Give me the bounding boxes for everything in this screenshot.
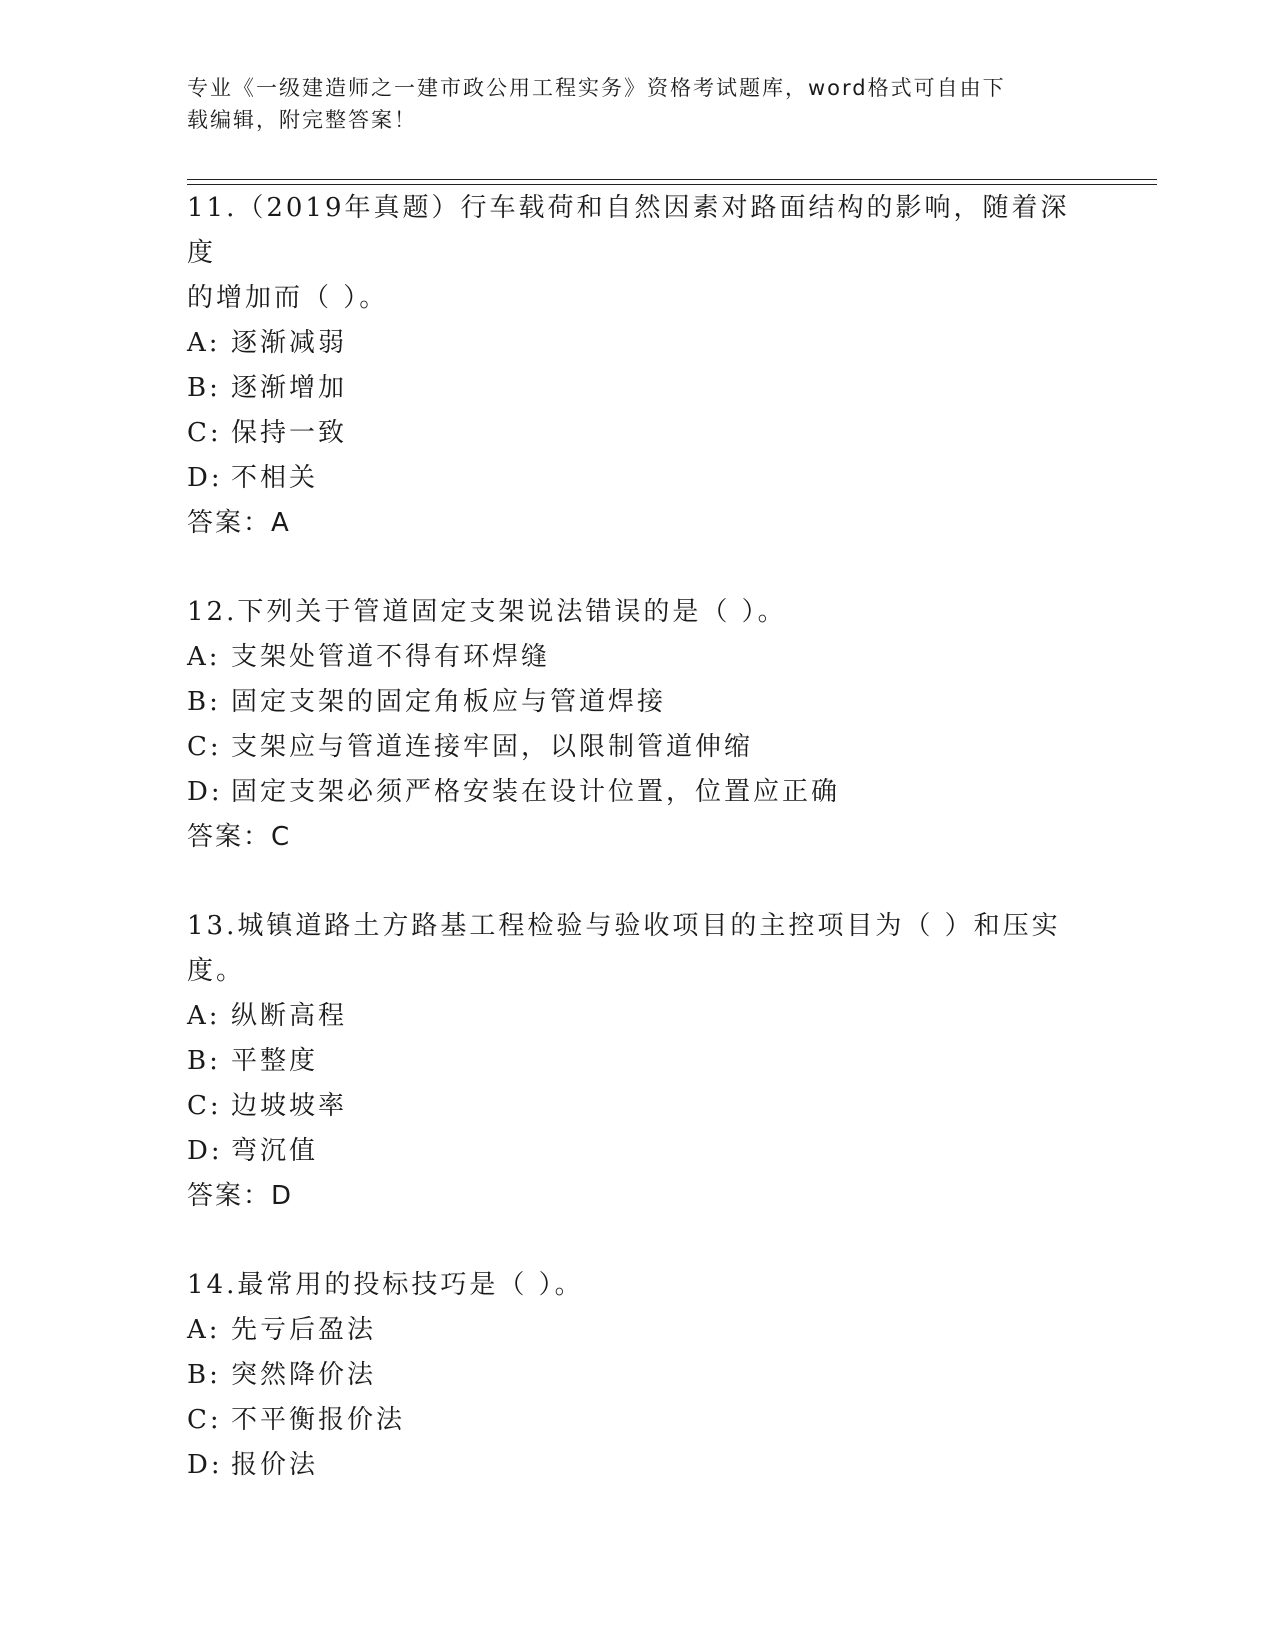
option-a — [187, 994, 1087, 1039]
option-text: 保持一致 — [231, 418, 348, 448]
option-d — [187, 456, 1087, 501]
option-c — [187, 725, 1087, 770]
answer-line: 答案：D — [187, 1181, 294, 1211]
option-d — [187, 770, 1087, 815]
option-letter: B: — [187, 1360, 221, 1390]
option-text: 固定支架必须严格安装在设计位置，位置应正确 — [231, 777, 841, 807]
option-text: 逐渐增加 — [231, 373, 348, 403]
option-c — [187, 1084, 1087, 1129]
option-text: 先亏后盈法 — [231, 1315, 377, 1345]
option-letter: C: — [187, 1091, 222, 1121]
option-b — [187, 680, 1087, 725]
option-text: 不平衡报价法 — [231, 1405, 406, 1435]
header-line-2: 载编辑，附完整答案！ — [187, 108, 417, 132]
option-letter: B: — [187, 1046, 221, 1076]
option-letter: D: — [187, 777, 223, 807]
option-d — [187, 1129, 1087, 1174]
option-c — [187, 411, 1087, 456]
answer-line: 答案：A — [187, 508, 291, 538]
option-text: 不相关 — [231, 463, 319, 493]
question-14 — [187, 1263, 1087, 1488]
question-text-continued: 度。 — [187, 956, 246, 986]
option-letter: B: — [187, 687, 221, 717]
option-text: 弯沉值 — [231, 1136, 319, 1166]
option-letter: A: — [187, 328, 221, 358]
header-divider — [187, 179, 1157, 185]
option-text: 纵断高程 — [231, 1001, 348, 1031]
option-text: 逐渐减弱 — [231, 328, 348, 358]
option-b — [187, 366, 1087, 411]
header-line-1: 专业《一级建造师之一建市政公用工程实务》资格考试题库，word格式可自由下 — [187, 76, 1006, 100]
option-text: 支架应与管道连接牢固，以限制管道伸缩 — [231, 732, 754, 762]
document-header — [187, 72, 1067, 136]
question-text: 11.（2019年真题）行车载荷和自然因素对路面结构的影响，随着深度 — [187, 193, 1070, 268]
option-letter: D: — [187, 1450, 223, 1480]
option-letter: A: — [187, 1315, 221, 1345]
option-letter: A: — [187, 1001, 221, 1031]
option-a — [187, 1308, 1087, 1353]
question-text: 13.城镇道路土方路基工程检验与验收项目的主控项目为（ ）和压实 — [187, 911, 1061, 941]
question-list — [187, 186, 1087, 1488]
option-d — [187, 1443, 1087, 1488]
option-b — [187, 1039, 1087, 1084]
option-text: 边坡坡率 — [231, 1091, 348, 1121]
question-11 — [187, 186, 1087, 546]
question-text: 12.下列关于管道固定支架说法错误的是（ ）。 — [187, 597, 787, 627]
option-letter: B: — [187, 373, 221, 403]
option-letter: A: — [187, 642, 221, 672]
option-text: 平整度 — [231, 1046, 319, 1076]
option-text: 突然降价法 — [231, 1360, 377, 1390]
option-letter: C: — [187, 732, 222, 762]
option-text: 支架处管道不得有环焊缝 — [231, 642, 551, 672]
option-text: 报价法 — [231, 1450, 319, 1480]
option-text: 固定支架的固定角板应与管道焊接 — [231, 687, 667, 717]
question-12 — [187, 590, 1087, 860]
option-b — [187, 1353, 1087, 1398]
option-a — [187, 635, 1087, 680]
option-letter: C: — [187, 1405, 222, 1435]
option-letter: D: — [187, 1136, 223, 1166]
option-letter: D: — [187, 463, 223, 493]
option-letter: C: — [187, 418, 222, 448]
option-a — [187, 321, 1087, 366]
answer-line: 答案：C — [187, 822, 292, 852]
option-c — [187, 1398, 1087, 1443]
question-13 — [187, 904, 1087, 1219]
question-text-continued: 的增加而（ ）。 — [187, 283, 389, 313]
question-text: 14.最常用的投标技巧是（ ）。 — [187, 1270, 584, 1300]
